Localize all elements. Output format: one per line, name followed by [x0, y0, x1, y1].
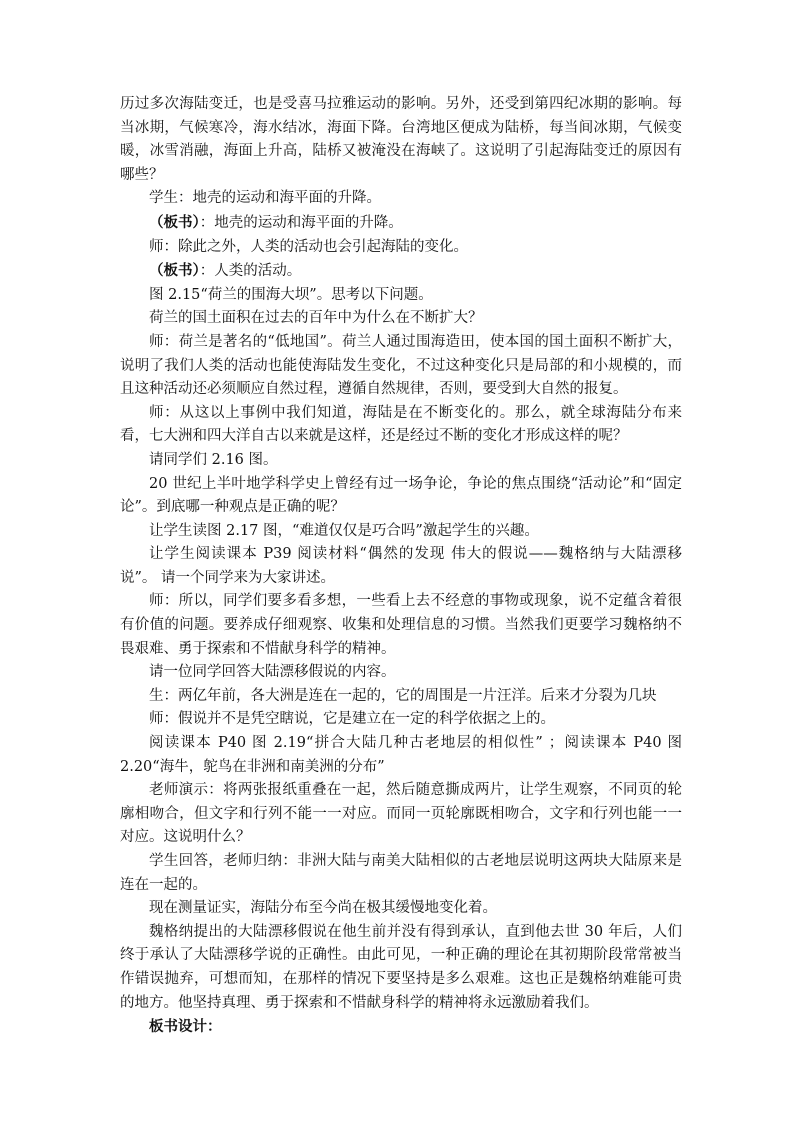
board-note-label: （板书） — [149, 213, 200, 231]
paragraph-4: 师：除此之外，人类的活动也会引起海陆的变化。 — [149, 238, 468, 255]
paragraph-14: 师：所以，同学们要多看多想，一些看上去不经意的事物或现象，说不定蕴含着很有价值的问题。要养成仔细观察、收集和处理信息的习惯。当然我们更要学习魏格纳不畏艰难、勇于探索和不惜献身科学的精神。 — [120, 593, 682, 657]
paragraph-18: 阅读课本 P40 图 2.19“拼合大陆几种古老地层的相似性” ；阅读课本 P40 图 2.20“海牛，鸵鸟在非洲和南美洲的分布” — [120, 735, 682, 775]
board-design-heading: 板书设计： — [149, 1018, 222, 1036]
paragraph-3: （板书）：地壳的运动和海平面的升降。 — [149, 213, 403, 231]
board-note-label: （板书） — [149, 262, 200, 280]
paragraph-8: 师：荷兰是著名的“低地国”。荷兰人通过围海造田，使本国的国土面积不断扩大，说明了我们人类的活动也能使海陆发生变化，不过这种变化只是局部的和小规模的，而且这种活动还必须顺应自然过程，遵循自然规律，否则，要受到大自然的报复。 — [120, 333, 682, 398]
paragraph-21: 现在测量证实，海陆分布至今尚在极其缓慢地变化着。 — [149, 900, 497, 917]
document-page — [120, 93, 682, 1039]
paragraph-19: 老师演示：将两张报纸重叠在一起，然后随意撕成两片，让学生观察，不同页的轮廓相吻合，但文字和行列不能一一对应。而同一页轮廓既相吻合，文字和行列也能一一对应。这说明什么？ — [120, 782, 682, 846]
paragraph-20: 学生回答，老师归纳：非洲大陆与南美大陆相似的古老地层说明这两块大陆原来是连在一起的。 — [120, 853, 682, 893]
paragraph-17: 师：假说并不是凭空瞎说，它是建立在一定的科学依据之上的。 — [149, 711, 555, 728]
paragraph-15: 请一位同学回答大陆漂移假说的内容。 — [149, 664, 396, 681]
paragraph-7: 荷兰的国土面积在过去的百年中为什么在不断扩大？ — [149, 310, 483, 327]
paragraph-12: 让学生读图 2.17 图，“难道仅仅是巧合吗”激起学生的兴趣。 — [149, 522, 539, 539]
paragraph-1: 历过多次海陆变迁，也是受喜马拉雅运动的影响。另外，还受到第四纪冰期的影响。每当冰期，气候寒冷，海水结冰，海面下降。台湾地区便成为陆桥，每当间冰期，气候变暖，冰雪消融，海面上升高，陆桥又被淹没在海峡了。这说明了引起海陆变迁的原因有哪些？ — [120, 96, 682, 183]
paragraph-6: 图 2.15“荷兰的围海大坝”。思考以下问题。 — [149, 286, 433, 303]
paragraph-2: 学生：地壳的运动和海平面的升降。 — [149, 190, 381, 207]
paragraph-13: 让学生阅读课本 P39 阅读材料“偶然的发现 伟大的假说——魏格纳与大陆漂移说”。 请一个同学来为大家讲述。 — [120, 546, 682, 586]
paragraph-10: 请同学们 2.16 图。 — [149, 451, 278, 468]
paragraph-9: 师：从这以上事例中我们知道，海陆是在不断变化的。那么，就全球海陆分布来看，七大洲和四大洋自古以来就是这样，还是经过不断的变化才形成这样的呢？ — [120, 404, 682, 445]
paragraph-11: 20 世纪上半叶地学科学史上曾经有过一场争论，争论的焦点围绕“活动论”和“固定论”。到底哪一种观点是正确的呢？ — [120, 475, 682, 516]
paragraph-22: 魏格纳提出的大陆漂移假说在他生前并没有得到承认，直到他去世 30 年后，人们终于承认了大陆漂移学说的正确性。由此可见，一种正确的理论在其初期阶段常常被当作错误抛弃，可想而知，在那样的情况下要坚持是多么艰难。这也正是魏格纳难能可贵的地方。他坚持真理、勇于探索和不惜献身科学的精神将永远激励着我们。 — [120, 923, 682, 1011]
paragraph-16: 生：两亿年前，各大洲是连在一起的，它的周围是一片汪洋。后来才分裂为几块 — [149, 687, 657, 704]
paragraph-5: （板书）：人类的活动。 — [149, 262, 302, 280]
